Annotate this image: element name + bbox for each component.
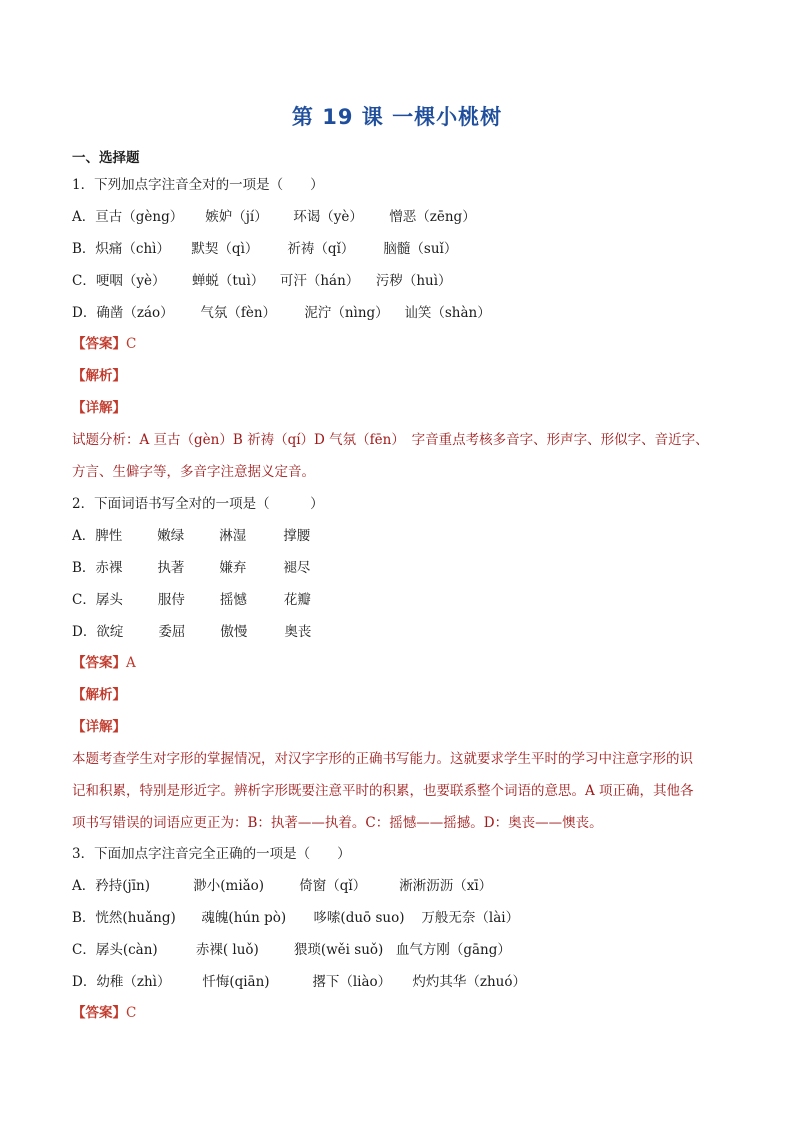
question-2-analysis-line-1: 本题考查学生对字形的掌握情况，对汉字字形的正确书写能力。这就要求学生平时的学习中注意字形的识 bbox=[72, 751, 693, 767]
question-1-analysis-line-1: 试题分析：A 亘古（gèn）B 祈祷（qí）D 气氛（fēn） 字音重点考核多音字、形声字、形似字、音近字、 bbox=[72, 432, 709, 448]
question-1-analysis-line-2: 方言、生僻字等，多音字注意据义定音。 bbox=[72, 464, 315, 480]
question-1-jiexi-label: 【解析】 bbox=[72, 368, 126, 384]
question-2-analysis-line-3: 项书写错误的词语应更正为：B：执著——执着。C：摇憾——摇撼。D：奥丧——懊丧。 bbox=[72, 815, 603, 831]
question-1-option-d: D．确凿（záo） 气氛（fèn） 泥泞（nìng） 讪笑（shàn） bbox=[72, 305, 491, 321]
section-heading: 一、选择题 bbox=[72, 150, 140, 166]
question-1-stem: 1．下列加点字注音全对的一项是（ ） bbox=[72, 177, 324, 193]
question-2-option-d: D．欲绽 委屈 傲慢 奥丧 bbox=[72, 624, 312, 640]
question-2-option-c: C．孱头 服侍 摇憾 花瓣 bbox=[72, 592, 311, 608]
question-2-stem: 2．下面词语书写全对的一项是（ ） bbox=[72, 496, 324, 512]
question-1-option-a: A．亘古（gèng） 嫉妒（jí） 环谒（yè） 憎恶（zēng） bbox=[72, 209, 476, 225]
question-3-answer: 【答案】C bbox=[72, 1005, 137, 1021]
question-3-option-d: D．幼稚（zhì） 忏悔(qiān) 撂下（liào） 灼灼其华（zhuó） bbox=[72, 974, 526, 990]
question-3-option-b: B．恍然(huǎng) 魂魄(hún pò) 哆嗦(duō suo) 万般无奈（lài） bbox=[72, 910, 520, 926]
question-2-analysis-line-2: 记和积累，特别是形近字。辨析字形既要注意平时的积累，也要联系整个词语的意思。A 项正确，其他各 bbox=[72, 783, 694, 799]
question-1-option-c: C．哽咽（yè） 蝉蜕（tuì） 可汗（hán） 污秽（huì） bbox=[72, 273, 452, 289]
question-1-answer: 【答案】C bbox=[72, 336, 137, 352]
question-3-option-c: C．孱头(càn) 赤裸( luǒ) 猥琐(wěi suǒ) 血气方刚（gāng） bbox=[72, 942, 511, 958]
question-1-xiangjie-label: 【详解】 bbox=[72, 400, 126, 416]
question-1-option-b: B．炽痛（chì） 默契（qì） 祈祷（qǐ） 脑髓（suǐ） bbox=[72, 241, 458, 257]
question-3-stem: 3．下面加点字注音完全正确的一项是（ ） bbox=[72, 846, 351, 862]
question-2-answer: 【答案】A bbox=[72, 655, 136, 671]
question-3-option-a: A．矜持(jīn) 渺小(miǎo) 倚窗（qǐ） 淅淅沥沥（xī） bbox=[72, 878, 493, 894]
question-2-option-a: A．脾性 嫩绿 淋湿 撑腰 bbox=[72, 528, 311, 544]
question-2-option-b: B．赤裸 执著 嫌弃 褪尽 bbox=[72, 560, 311, 576]
page-title: 第 19 课 一棵小桃树 bbox=[291, 105, 503, 129]
question-2-xiangjie-label: 【详解】 bbox=[72, 719, 126, 735]
question-2-jiexi-label: 【解析】 bbox=[72, 687, 126, 703]
